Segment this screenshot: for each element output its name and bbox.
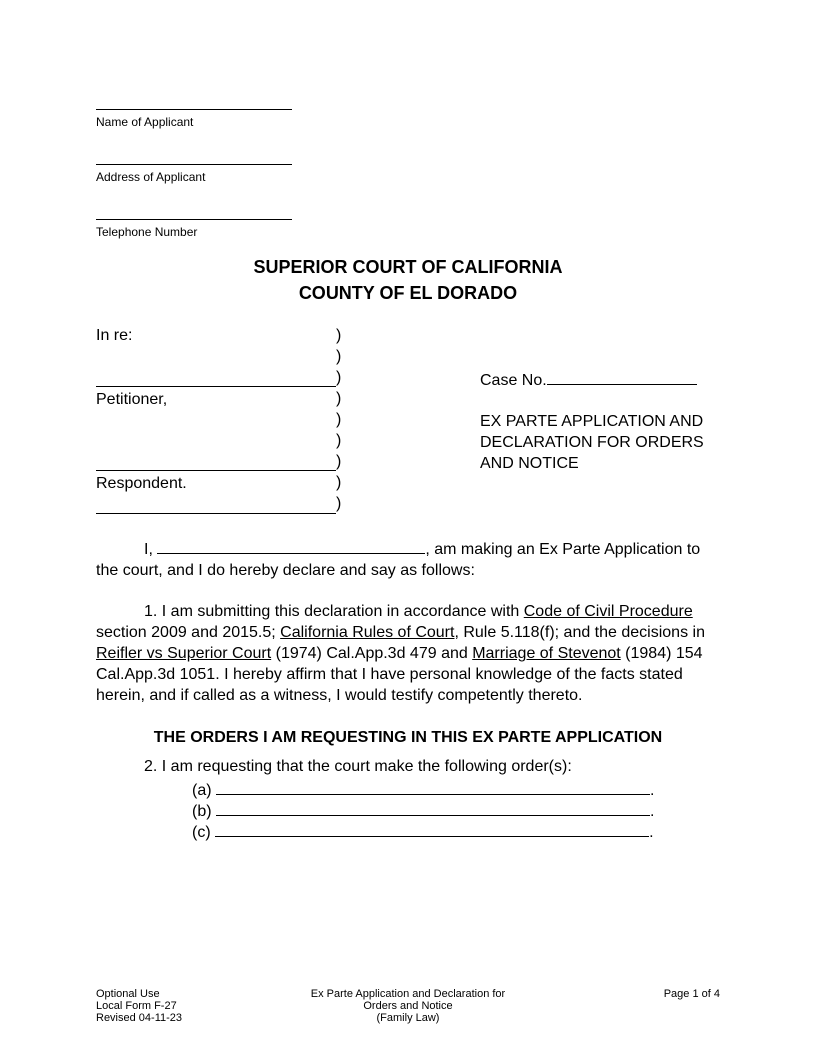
applicant-name-label: Name of Applicant xyxy=(96,115,194,129)
footer-doc-title: Orders and Notice xyxy=(363,1000,453,1012)
footer-left xyxy=(96,988,182,1024)
order-line[interactable] xyxy=(216,779,650,795)
caption-paren: ) xyxy=(336,369,342,386)
orders-intro: 2. I am requesting that the court make the following order(s): xyxy=(144,758,572,775)
order-item-a xyxy=(192,779,654,800)
caption-paren: ) xyxy=(336,348,342,365)
orders-heading: THE ORDERS I AM REQUESTING IN THIS EX PARTE APPLICATION xyxy=(153,729,663,746)
order-label: (a) xyxy=(192,782,212,799)
petitioner-name-line[interactable] xyxy=(96,386,336,387)
court-title-line1: SUPERIOR COURT OF CALIFORNIA xyxy=(253,257,563,277)
caption-paren: ) xyxy=(336,390,342,407)
crc-citation: California Rules of Court xyxy=(280,624,455,641)
order-line[interactable] xyxy=(216,800,650,816)
reifler-citation: Reifler vs Superior Court xyxy=(96,645,272,662)
applicant-phone-label: Telephone Number xyxy=(96,225,198,239)
stevenot-citation: Marriage of Stevenot xyxy=(472,645,621,662)
order-label: (b) xyxy=(192,803,212,820)
para1-text: (1984) 154 Cal.App.3d 1051. I hereby affirm that I have personal knowledge of the facts stated herein, and if called as a witness, I would testify competently thereto. xyxy=(96,645,703,704)
document-title-line: DECLARATION FOR ORDERS xyxy=(480,434,704,451)
order-item-c xyxy=(192,821,654,842)
case-number-line[interactable] xyxy=(547,369,697,385)
order-line[interactable] xyxy=(215,821,649,837)
intro-paragraph xyxy=(96,538,720,581)
declarant-name-line[interactable] xyxy=(157,538,425,554)
caption-paren: ) xyxy=(336,432,342,449)
respondent-label: Respondent. xyxy=(96,475,187,492)
caption-paren: ) xyxy=(336,327,342,344)
caption-paren: ) xyxy=(336,411,342,428)
para1-text: (1974) Cal.App.3d 479 and xyxy=(271,645,473,662)
document-title-line: EX PARTE APPLICATION AND xyxy=(480,413,704,430)
in-re-label: In re: xyxy=(96,327,133,344)
para1-text: , Rule 5.118(f); and the decisions in xyxy=(454,624,705,641)
intro-prefix: I, xyxy=(144,541,153,558)
applicant-address-label: Address of Applicant xyxy=(96,170,206,184)
intro-line-1 xyxy=(96,538,720,560)
caption-paren: ) xyxy=(336,495,342,512)
footer-page-number: Page 1 of 4 xyxy=(663,988,720,1000)
document-title-line: AND NOTICE xyxy=(480,455,579,472)
caption-paren: ) xyxy=(336,453,342,470)
applicant-address-line[interactable] xyxy=(96,164,292,165)
footer-center xyxy=(258,988,558,1024)
respondent-extra-line[interactable] xyxy=(96,513,336,514)
footer-revised-date: Revised 04-11-23 xyxy=(96,1012,183,1024)
footer-doc-category: (Family Law) xyxy=(376,1012,440,1024)
footer-optional-use: Optional Use xyxy=(96,988,160,1000)
paragraph-1 xyxy=(96,601,720,706)
applicant-name-line[interactable] xyxy=(96,109,292,110)
para1-text: section 2009 and 2015.5; xyxy=(96,624,281,641)
order-label: (c) xyxy=(192,824,211,841)
footer-form-number: Local Form F-27 xyxy=(96,1000,177,1012)
respondent-name-line[interactable] xyxy=(96,470,336,471)
intro-suffix: , am making an Ex Parte Application to xyxy=(425,541,701,558)
order-terminator: . xyxy=(650,782,655,799)
document-title xyxy=(480,411,704,474)
ccp-citation: Code of Civil Procedure xyxy=(523,603,693,620)
caption-paren: ) xyxy=(336,474,342,491)
order-terminator: . xyxy=(650,803,655,820)
case-number-field xyxy=(480,369,697,391)
order-terminator: . xyxy=(649,824,654,841)
para1-text: 1. I am submitting this declaration in accordance with xyxy=(144,603,524,620)
intro-line-2: the court, and I do hereby declare and say as follows: xyxy=(96,562,475,579)
court-title-line2: COUNTY OF EL DORADO xyxy=(298,283,518,303)
petitioner-label: Petitioner, xyxy=(96,391,168,408)
order-item-b xyxy=(192,800,654,821)
applicant-phone-line[interactable] xyxy=(96,219,292,220)
footer-doc-title: Ex Parte Application and Declaration for xyxy=(310,988,506,1000)
case-number-label: Case No. xyxy=(480,372,547,389)
